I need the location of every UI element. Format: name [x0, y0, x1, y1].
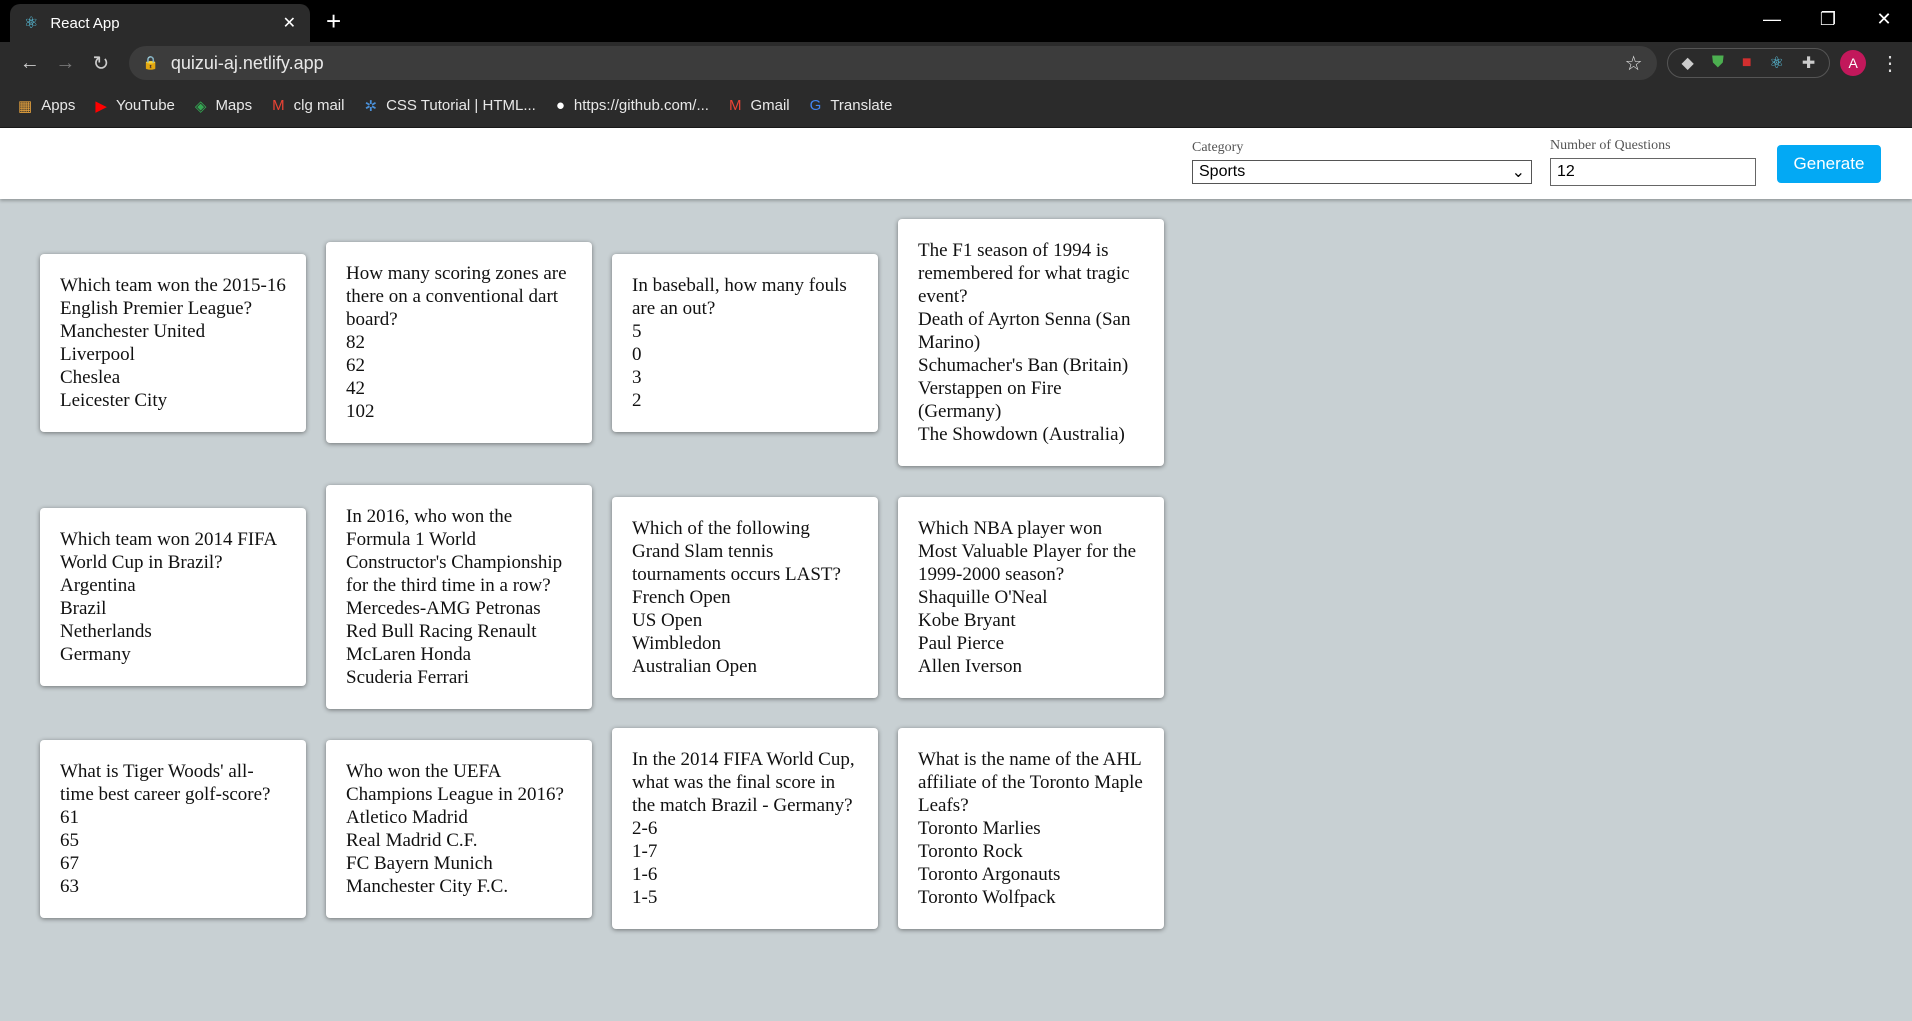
answer-option[interactable]: Atletico Madrid [346, 806, 468, 828]
bookmark-item[interactable] [272, 97, 344, 114]
chevron-down-icon: ⌄ [1511, 164, 1525, 181]
answer-option[interactable]: 5 [632, 320, 642, 342]
answer-option[interactable]: 2 [632, 389, 642, 411]
answer-option[interactable]: Red Bull Racing Renault [346, 621, 537, 642]
forward-icon[interactable]: → [55, 51, 76, 74]
answer-option[interactable]: FC Bayern Munich [346, 852, 493, 874]
question-card [898, 219, 1164, 466]
count-field [1550, 138, 1756, 186]
bookmark-label: Apps [41, 97, 76, 114]
answer-option[interactable]: The Showdown (Australia) [918, 424, 1125, 445]
answer-option[interactable]: Scuderia Ferrari [346, 667, 469, 688]
reload-icon[interactable]: ↻ [92, 52, 110, 75]
answer-option[interactable]: 65 [60, 829, 79, 851]
puzzle-icon[interactable]: ✚ [1801, 55, 1816, 72]
answer-option[interactable]: Real Madrid C.F. [346, 829, 478, 851]
answer-option[interactable]: Verstappen on Fire (Germany) [918, 378, 1062, 422]
tab-title: React App [50, 14, 120, 32]
answer-option[interactable]: Toronto Argonauts [918, 864, 1061, 885]
question-card [612, 728, 878, 929]
answer-option[interactable]: 2-6 [632, 818, 658, 839]
answer-option[interactable]: Mercedes-AMG Petronas [346, 598, 541, 619]
question-text: In the 2014 FIFA World Cup, what was the final score in the match Brazil - Germany? [632, 749, 855, 816]
answer-option[interactable]: Leicester City [60, 389, 168, 411]
question-text: How many scoring zones are there on a conventional dart board? [346, 263, 567, 330]
minimize-icon[interactable]: — [1763, 9, 1781, 29]
answer-option[interactable]: Toronto Marlies [918, 818, 1041, 839]
browser-tab[interactable] [10, 4, 310, 42]
back-icon[interactable]: ← [19, 51, 40, 74]
browser-toolbar [0, 42, 1912, 84]
count-label: Number of Questions [1550, 138, 1671, 153]
category-value: Sports [1199, 163, 1246, 180]
answer-option[interactable]: Toronto Wolfpack [918, 887, 1056, 908]
answer-option[interactable]: 62 [346, 355, 365, 376]
answer-option[interactable]: 0 [632, 343, 642, 365]
lock-icon: 🔒 [142, 55, 159, 70]
answer-option[interactable]: Death of Ayrton Senna (San Marino) [918, 309, 1131, 353]
answer-option[interactable]: 63 [60, 875, 79, 897]
css-icon: ✲ [364, 97, 378, 115]
maps-icon: ◈ [194, 97, 207, 115]
answer-option[interactable]: 61 [60, 806, 79, 828]
answer-option[interactable]: 42 [346, 378, 365, 399]
gmail-icon: M [272, 97, 285, 114]
answer-option[interactable]: Brazil [60, 598, 107, 619]
bookmark-label: Gmail [750, 97, 790, 114]
answer-option[interactable]: 102 [346, 401, 375, 422]
answer-option[interactable]: Schumacher's Ban (Britain) [918, 355, 1129, 376]
question-text: Which NBA player won Most Valuable Player for the 1999-2000 season? [918, 517, 1137, 585]
bookmark-item[interactable] [95, 97, 175, 115]
new-tab-button[interactable]: + [326, 6, 342, 36]
address-bar[interactable] [129, 46, 1657, 80]
react-devtools-icon[interactable]: ⚛ [1769, 55, 1784, 72]
bookmark-label: CSS Tutorial | HTML... [386, 97, 536, 114]
question-card [40, 740, 306, 918]
bookmark-label: https://github.com/... [573, 97, 709, 114]
apps-grid-icon: ▦ [18, 97, 33, 115]
answer-option[interactable]: 67 [60, 852, 79, 874]
restore-icon[interactable]: ❐ [1819, 9, 1837, 29]
bookmark-label: Translate [830, 97, 893, 114]
youtube-icon: ▶ [95, 97, 107, 115]
close-window-icon[interactable]: ✕ [1876, 9, 1892, 29]
answer-option[interactable]: Paul Pierce [918, 632, 1005, 654]
question-card [898, 728, 1164, 929]
bookmark-label: YouTube [115, 97, 175, 114]
question-card [40, 254, 306, 432]
bookmark-label: clg mail [293, 97, 345, 114]
close-tab-icon[interactable]: ✕ [282, 15, 296, 32]
answer-option[interactable]: 1-6 [632, 864, 658, 885]
question-card [40, 508, 306, 686]
answer-option[interactable]: Netherlands [60, 621, 152, 642]
shield-icon[interactable]: ⛊ [1711, 54, 1724, 71]
avatar[interactable]: A [1840, 50, 1866, 76]
question-grid [0, 199, 1912, 929]
question-text: What is Tiger Woods' all-time best career golf-score? [60, 760, 271, 805]
bookmark-item[interactable] [810, 97, 893, 114]
answer-option[interactable]: Cheslea [60, 366, 121, 388]
question-text: Which team won 2014 FIFA World Cup in Brazil? [60, 529, 277, 573]
gmail-icon: M [728, 97, 742, 114]
bookmarks-bar [0, 84, 1912, 128]
answer-option[interactable]: Wimbledon [632, 632, 721, 654]
answer-option[interactable]: Shaquille O'Neal [918, 586, 1048, 608]
answer-option[interactable]: Allen Iverson [918, 655, 1022, 677]
question-card [326, 242, 592, 443]
category-label: Category [1192, 140, 1244, 155]
question-card [612, 254, 878, 432]
answer-option[interactable]: US Open [632, 609, 703, 631]
question-card [612, 497, 878, 698]
answer-option[interactable]: Liverpool [60, 343, 135, 365]
bookmark-star-icon[interactable]: ☆ [1624, 52, 1643, 75]
question-count-input[interactable]: 12 [1550, 158, 1756, 186]
translate-icon: G [809, 97, 822, 114]
github-icon: ● [555, 97, 565, 114]
answer-option[interactable]: McLaren Honda [346, 644, 472, 665]
more-menu-icon[interactable]: ⋮ [1879, 52, 1900, 75]
react-icon: ⚛ [24, 15, 39, 32]
category-field [1192, 140, 1532, 184]
url-text: quizui-aj.netlify.app [170, 52, 324, 73]
extensions-area [1667, 48, 1831, 78]
question-text: Which of the following Grand Slam tennis tournaments occurs LAST? [632, 517, 841, 585]
question-card [326, 740, 592, 918]
bookmark-item[interactable] [18, 97, 75, 115]
question-text: Which team won the 2015-16 English Premier League? [60, 274, 286, 319]
bookmark-item[interactable] [364, 97, 535, 115]
answer-option[interactable]: Manchester United [60, 320, 206, 342]
answer-option[interactable]: Australian Open [632, 655, 758, 677]
answer-option[interactable]: 1-5 [632, 887, 658, 908]
answer-option[interactable]: French Open [632, 586, 731, 608]
answer-option[interactable]: Germany [60, 644, 131, 665]
page-header [0, 128, 1912, 199]
generate-button[interactable]: Generate [1777, 145, 1881, 183]
question-text: The F1 season of 1994 is remembered for what tragic event? [918, 240, 1130, 307]
answer-option[interactable]: Argentina [60, 575, 136, 596]
extension-icon[interactable]: ◆ [1681, 55, 1694, 72]
tab-strip [0, 0, 1912, 42]
question-text: In 2016, who won the Formula 1 World Constructor's Championship for the third time in a row? [346, 506, 563, 596]
answer-option[interactable]: 82 [346, 332, 365, 353]
question-text: In baseball, how many fouls are an out? [632, 274, 847, 319]
bookmark-label: Maps [215, 97, 253, 114]
pdf-icon[interactable]: ■ [1741, 54, 1752, 71]
bookmark-item[interactable] [195, 97, 252, 115]
answer-option[interactable]: Toronto Rock [918, 841, 1023, 862]
answer-option[interactable]: Manchester City F.C. [346, 875, 509, 897]
bookmark-item[interactable] [556, 97, 709, 114]
answer-option[interactable]: 1-7 [632, 841, 658, 862]
question-card [898, 497, 1164, 698]
category-select[interactable] [1192, 160, 1532, 184]
question-text: Who won the UEFA Champions League in 2016? [346, 760, 564, 805]
question-text: What is the name of the AHL affiliate of the Toronto Maple Leafs? [918, 749, 1143, 816]
question-card [326, 485, 592, 709]
bookmark-item[interactable] [729, 97, 790, 114]
answer-option[interactable]: 3 [632, 366, 642, 388]
answer-option[interactable]: Kobe Bryant [918, 609, 1016, 631]
